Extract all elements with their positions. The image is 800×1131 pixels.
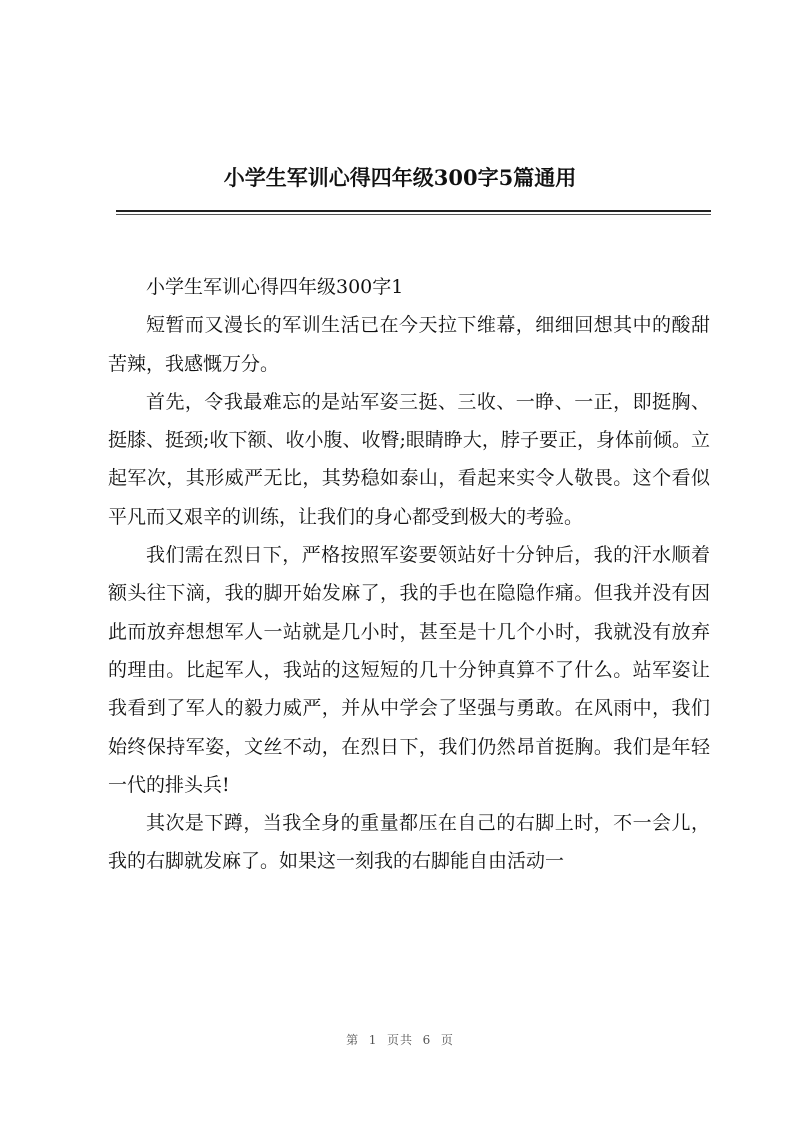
title-divider	[116, 210, 711, 212]
paragraph: 首先，令我最难忘的是站军姿三挺、三收、一睁、一正，即挺胸、挺膝、挺颈;收下额、收小腹、收臀;眼睛睁大，脖子要正，身体前倾。立起军次，其形威严无比，其势稳如泰山，看起来实令人敬畏。这个看似平凡而又艰辛的训练，让我们的身心都受到极大的考验。	[108, 390, 710, 528]
page-number-footer: 第 1 页共 6 页	[346, 1033, 454, 1047]
section-heading: 小学生军训心得四年级300字1	[146, 276, 404, 298]
document-title: 小学生军训心得四年级300字5篇通用	[223, 165, 577, 190]
document-body	[108, 268, 710, 881]
paragraph: 我们需在烈日下，严格按照军姿要领站好十分钟后，我的汗水顺着额头往下滴，我的脚开始发麻了，我的手也在隐隐作痛。但我并没有因此而放弃想想军人一站就是几小时，甚至是十几个小时，我就没有放弃的理由。比起军人，我站的这短短的几十分钟真算不了什么。站军姿让我看到了军人的毅力威严，并从中学会了坚强与勇敢。在风雨中，我们始终保持军姿，文丝不动，在烈日下，我们仍然昂首挺胸。我们是年轻一代的排头兵!	[108, 544, 710, 796]
title-divider-thin	[116, 214, 711, 215]
paragraph: 短暂而又漫长的军训生活已在今天拉下维幕，细细回想其中的酸甜苦辣，我感慨万分。	[108, 314, 710, 375]
paragraph: 其次是下蹲，当我全身的重量都压在自己的右脚上时，不一会儿，我的右脚就发麻了。如果这一刻我的右脚能自由活动一	[108, 812, 710, 873]
